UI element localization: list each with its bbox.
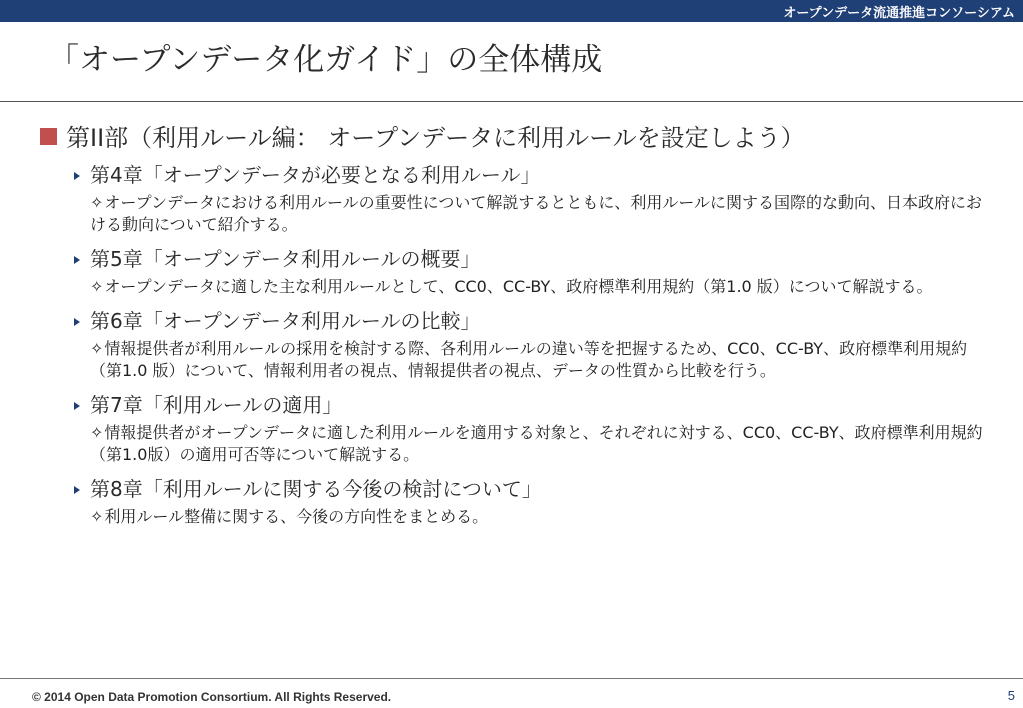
chapter-description-text: 情報提供者がオープンデータに適した利用ルールを適用する対象と、それぞれに対する、CC0、CC-BY、政府標準利用規約（第1.0版）の適用可否等について解説する。 xyxy=(90,423,983,464)
chapter-item xyxy=(74,474,984,528)
page-number: 5 xyxy=(1007,688,1015,703)
part-heading xyxy=(40,118,805,153)
chapter-description-text: 情報提供者が利用ルールの採用を検討する際、各利用ルールの違い等を把握するため、CC0、CC-BY、政府標準利用規約（第1.0 版）について、情報利用者の視点、情報提供者の視点、データの性質から比較を行う。 xyxy=(90,339,968,380)
triangle-bullet-icon xyxy=(74,318,80,326)
triangle-bullet-icon xyxy=(74,256,80,264)
chapter-item xyxy=(74,306,984,382)
chapter-heading xyxy=(74,474,984,504)
chapter-item xyxy=(74,390,984,466)
chapter-heading xyxy=(74,390,984,420)
slide-title: 「オープンデータ化ガイド」の全体構成 xyxy=(48,42,603,78)
chapter-list xyxy=(74,160,984,536)
header-bar xyxy=(0,0,1023,22)
chapter-heading xyxy=(74,306,984,336)
chapter-heading xyxy=(74,244,984,274)
chapter-item xyxy=(74,160,984,236)
chapter-description xyxy=(74,338,984,382)
diamond-bullet-icon: ✧ xyxy=(90,277,104,296)
chapter-title: 第8章「利用ルールに関する今後の検討について」 xyxy=(90,477,542,501)
chapter-description xyxy=(74,422,984,466)
chapter-description-text: オープンデータにおける利用ルールの重要性について解説するとともに、利用ルールに関する国際的な動向、日本政府における動向について紹介する。 xyxy=(90,193,983,234)
org-name: オープンデータ流通推進コンソーシアム xyxy=(783,6,1015,21)
title-divider xyxy=(0,101,1023,102)
diamond-bullet-icon: ✧ xyxy=(90,339,104,358)
chapter-title: 第6章「オープンデータ利用ルールの比較」 xyxy=(90,309,481,333)
chapter-title: 第4章「オープンデータが必要となる利用ルール」 xyxy=(90,163,541,187)
triangle-bullet-icon xyxy=(74,402,80,410)
chapter-description xyxy=(74,192,984,236)
triangle-bullet-icon xyxy=(74,172,80,180)
chapter-title: 第5章「オープンデータ利用ルールの概要」 xyxy=(90,247,481,271)
chapter-description-text: オープンデータに適した主な利用ルールとして、CC0、CC-BY、政府標準利用規約（第1.0 版）について解説する。 xyxy=(104,277,933,296)
triangle-bullet-icon xyxy=(74,486,80,494)
footer-divider xyxy=(0,678,1023,679)
chapter-description xyxy=(74,506,984,528)
part-label: 第II部（利用ルール編： オープンデータに利用ルールを設定しよう） xyxy=(66,124,805,152)
copyright-notice: © 2014 Open Data Promotion Consortium. All Rights Reserved. xyxy=(32,690,392,704)
diamond-bullet-icon: ✧ xyxy=(90,423,104,442)
chapter-description xyxy=(74,276,984,298)
chapter-item xyxy=(74,244,984,298)
square-bullet-icon xyxy=(40,128,57,145)
chapter-heading xyxy=(74,160,984,190)
chapter-description-text: 利用ルール整備に関する、今後の方向性をまとめる。 xyxy=(104,507,489,526)
diamond-bullet-icon: ✧ xyxy=(90,193,104,212)
chapter-title: 第7章「利用ルールの適用」 xyxy=(90,393,343,417)
diamond-bullet-icon: ✧ xyxy=(90,507,104,526)
